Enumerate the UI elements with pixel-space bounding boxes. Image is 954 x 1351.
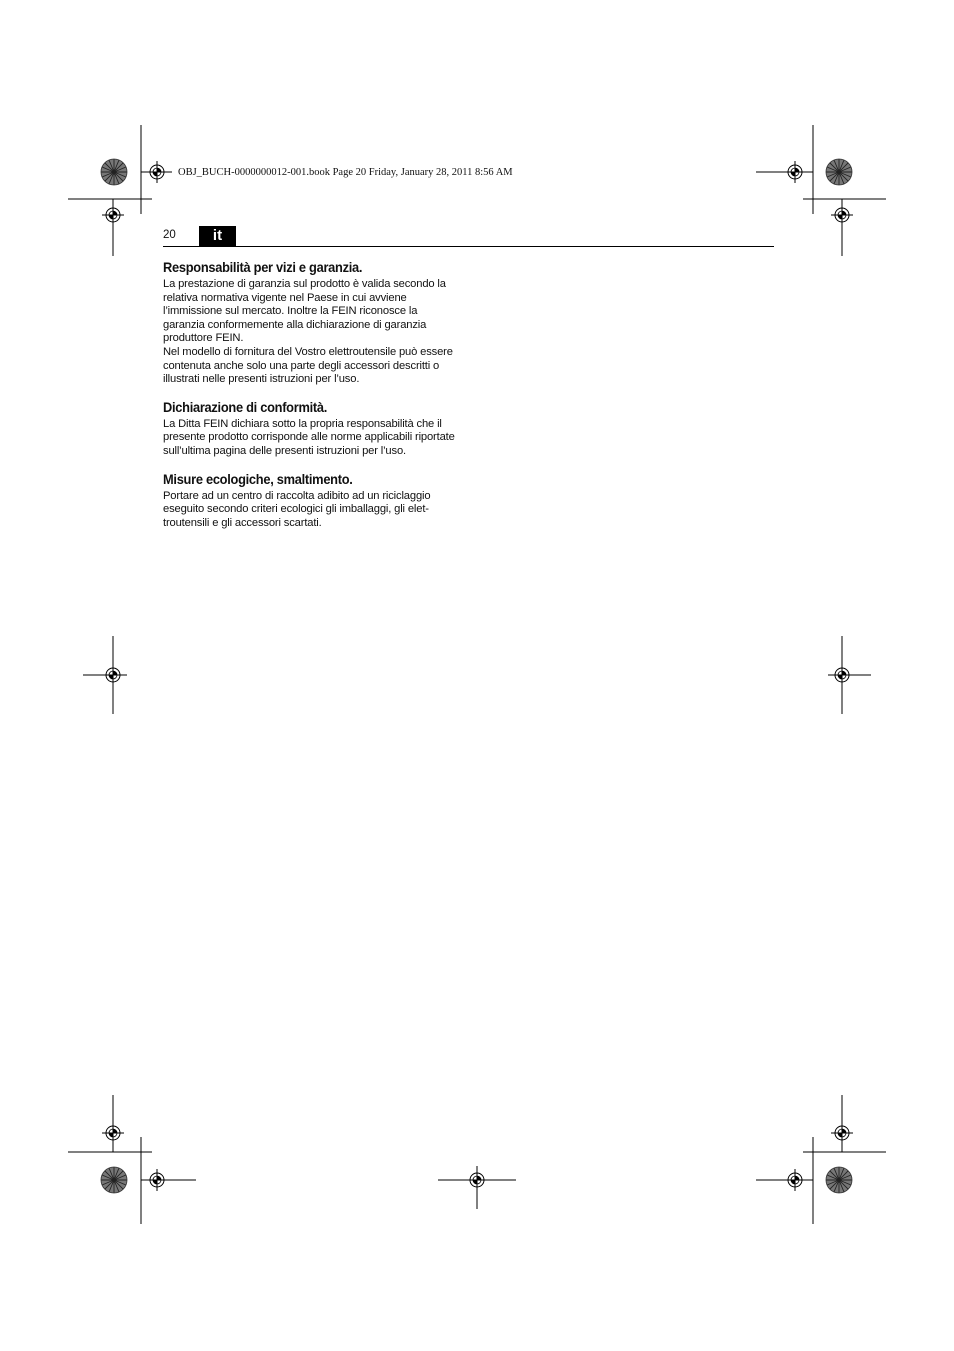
registration-crosshair-icon <box>466 1169 488 1191</box>
header-rule <box>163 246 774 247</box>
starburst-target-icon <box>826 1167 852 1193</box>
registration-crosshair-icon <box>102 1122 124 1144</box>
language-tab: it <box>199 226 236 246</box>
registration-crosshair-icon <box>831 664 853 686</box>
print-slug-line: OBJ_BUCH-0000000012-001.book Page 20 Friday, January 28, 2011 8:56 AM <box>178 167 513 178</box>
registration-crosshair-icon <box>102 664 124 686</box>
main-column <box>163 259 458 542</box>
registration-crosshair-icon <box>784 1169 806 1191</box>
crop-mark-top-right <box>803 125 886 256</box>
starburst-target-icon <box>101 159 127 185</box>
registration-crosshair-icon <box>146 1169 168 1191</box>
section-warranty <box>163 259 458 387</box>
paragraph: Portare ad un centro di raccolta adibito ad un riciclaggio eseguito secondo criteri ecologici gli imballaggi, gli elet-troutensili e gli accessori scartati. <box>163 489 431 529</box>
registration-crosshair-icon <box>831 204 853 226</box>
registration-crosshair-icon <box>102 204 124 226</box>
registration-crosshair-icon <box>831 1122 853 1144</box>
paragraph: La Ditta FEIN dichiara sotto la propria responsabilità che il presente prodotto corrisponde alle norme applicabili riportate sull’ultima pagina delle presenti istruzioni per l’uso. <box>163 417 455 457</box>
section-disposal <box>163 471 458 531</box>
section-title: Misure ecologiche, smaltimento. <box>163 471 353 487</box>
paragraph: Nel modello di fornitura del Vostro elettroutensile può essere contenuta anche solo una parte degli accessori descritti o illustrati nelle presenti istruzioni per l’uso. <box>163 345 453 386</box>
section-title: Dichiarazione di conformità. <box>163 399 328 415</box>
section-conformity <box>163 399 458 459</box>
page-number: 20 <box>163 229 176 241</box>
starburst-target-icon <box>101 1167 127 1193</box>
crop-mark-top-left <box>68 125 152 256</box>
paragraph: La prestazione di garanzia sul prodotto è valida secondo la relativa normativa vigente nel Paese in cui avviene l’immissione sul mercato. Inoltre la FEIN riconosce la garanzia conformemente alla dichiarazione di garanzia produttore FEIN. <box>163 278 446 345</box>
crop-mark-bottom-right <box>756 1095 886 1224</box>
crop-mark-bottom-left <box>68 1095 196 1224</box>
starburst-target-icon <box>826 159 852 185</box>
section-title: Responsabilità per vizi e garanzia. <box>163 260 363 275</box>
